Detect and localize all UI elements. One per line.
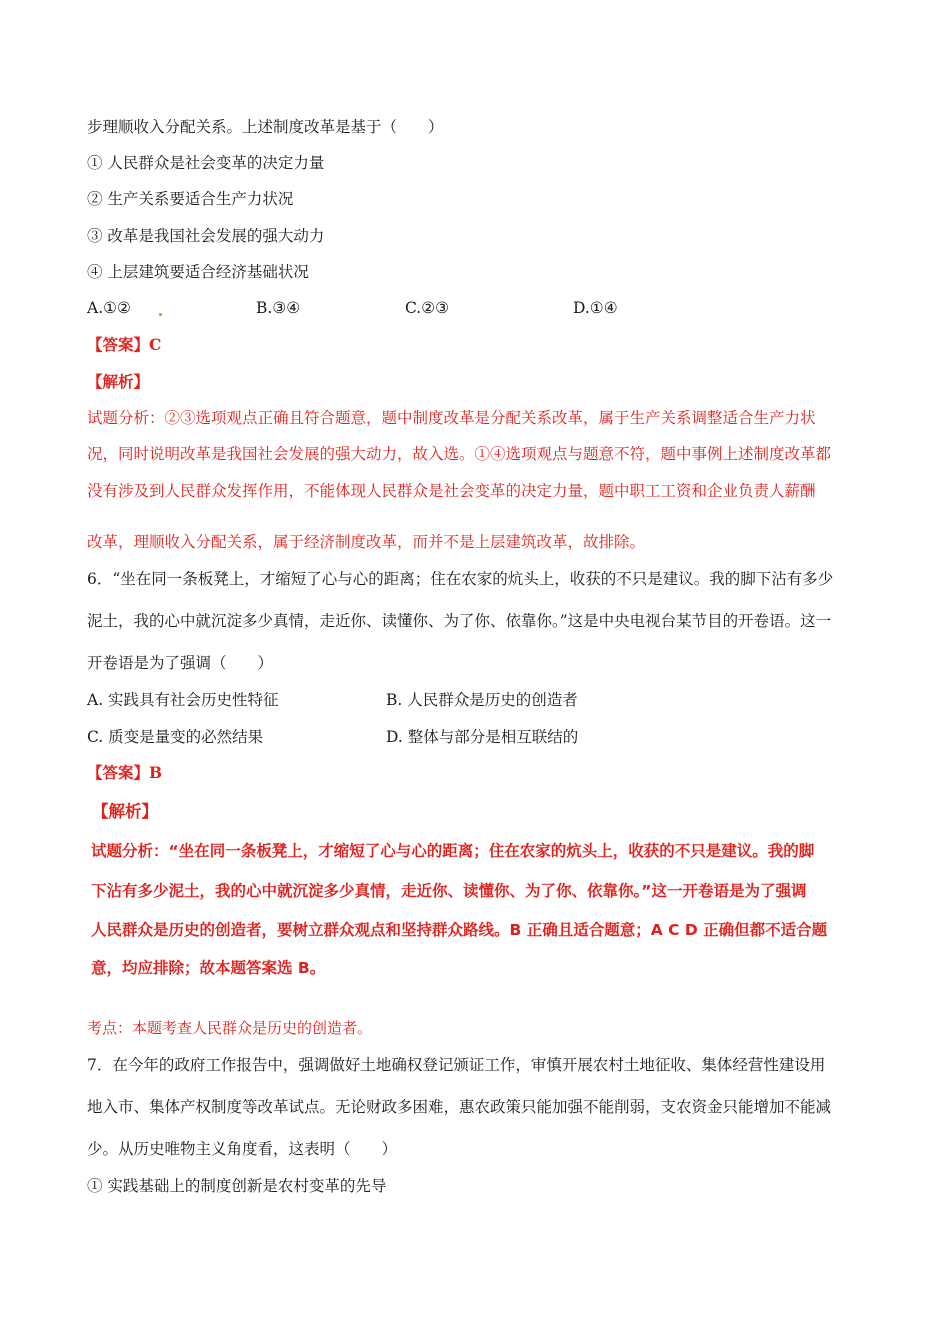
q6-analysis-label: 【解析】 xyxy=(92,802,158,821)
q6-analysis-line-4: 意，均应排除；故本题答案选 B。 xyxy=(91,959,326,977)
q5-item-4: ④ 上层建筑要适合经济基础状况 xyxy=(87,263,309,281)
q6-stem-line-2: 泥土，我的心中就沉淀多少真情，走近你、读懂你、为了你、依靠你。”这是中央电视台某节目的开卷语。这一 xyxy=(87,612,832,630)
q6-option-c: C. 质变是量变的必然结果 xyxy=(87,728,264,746)
q6-stem-line-1: 6．“坐在同一条板凳上，才缩短了心与心的距离；住在农家的炕头上，收获的不只是建议。我的脚下沾有多少 xyxy=(87,570,834,588)
q5-analysis-label: 【解析】 xyxy=(87,372,150,391)
q6-analysis-line-2: 下沾有多少泥土，我的心中就沉淀多少真情，走近你、读懂你、为了你、依靠你。”这一开卷语是为了强调 xyxy=(91,882,807,900)
q6-answer: 【答案】B xyxy=(87,763,163,782)
q6-stem-line-3: 开卷语是为了强调（ ） xyxy=(87,654,274,672)
q6-option-d: D. 整体与部分是相互联结的 xyxy=(386,728,579,746)
q5-item-1: ① 人民群众是社会变革的决定力量 xyxy=(87,154,325,172)
q6-kaodian: 考点：本题考查人民群众是历史的创造者。 xyxy=(87,1019,373,1037)
q5-analysis-line-4: 改革，理顺收入分配关系，属于经济制度改革，而并不是上层建筑改革，故排除。 xyxy=(87,533,646,551)
q7-item-1: ① 实践基础上的制度创新是农村变革的先导 xyxy=(87,1177,387,1195)
q6-analysis-line-3: 人民群众是历史的创造者，要树立群众观点和坚持群众路线。B 正确且适合题意；A C D 正确但都不适合题 xyxy=(91,921,828,939)
q5-stem-tail: 步理顺收入分配关系。上述制度改革是基于（ ） xyxy=(87,118,444,136)
q7-stem-line-1: 7．在今年的政府工作报告中，强调做好土地确权登记颁证工作，审慎开展农村土地征收、集体经营性建设用 xyxy=(87,1056,826,1074)
q5-answer: 【答案】C xyxy=(87,335,162,354)
stray-dot xyxy=(159,313,162,316)
q7-stem-line-3: 少。从历史唯物主义角度看，这表明（ ） xyxy=(87,1140,398,1158)
q6-option-a: A. 实践具有社会历史性特征 xyxy=(87,691,279,709)
q5-option-d: D.①④ xyxy=(573,299,618,317)
q5-analysis-line-2: 况，同时说明改革是我国社会发展的强大动力，故入选。①④选项观点与题意不符，题中事例上述制度改革都 xyxy=(87,445,832,463)
q7-stem-line-2: 地入市、集体产权制度等改革试点。无论财政多困难，惠农政策只能加强不能削弱，支农资金只能增加不能减 xyxy=(87,1098,832,1116)
q5-option-b: B.③④ xyxy=(256,299,301,317)
q6-analysis-line-1: 试题分析：“坐在同一条板凳上，才缩短了心与心的距离；住在农家的炕头上，收获的不只是建议。我的脚 xyxy=(91,842,815,860)
q5-analysis-line-1: 试题分析：②③选项观点正确且符合题意，题中制度改革是分配关系改革，属于生产关系调整适合生产力状 xyxy=(87,409,816,427)
q5-option-a: A.①② xyxy=(87,299,131,317)
q5-option-c: C.②③ xyxy=(405,299,450,317)
q5-analysis-line-3: 没有涉及到人民群众发挥作用，不能体现人民群众是社会变革的决定力量，题中职工工资和企业负责人薪酬 xyxy=(87,482,816,500)
q6-option-b: B. 人民群众是历史的创造者 xyxy=(386,691,578,709)
q5-item-2: ② 生产关系要适合生产力状况 xyxy=(87,190,294,208)
q5-item-3: ③ 改革是我国社会发展的强大动力 xyxy=(87,227,325,245)
